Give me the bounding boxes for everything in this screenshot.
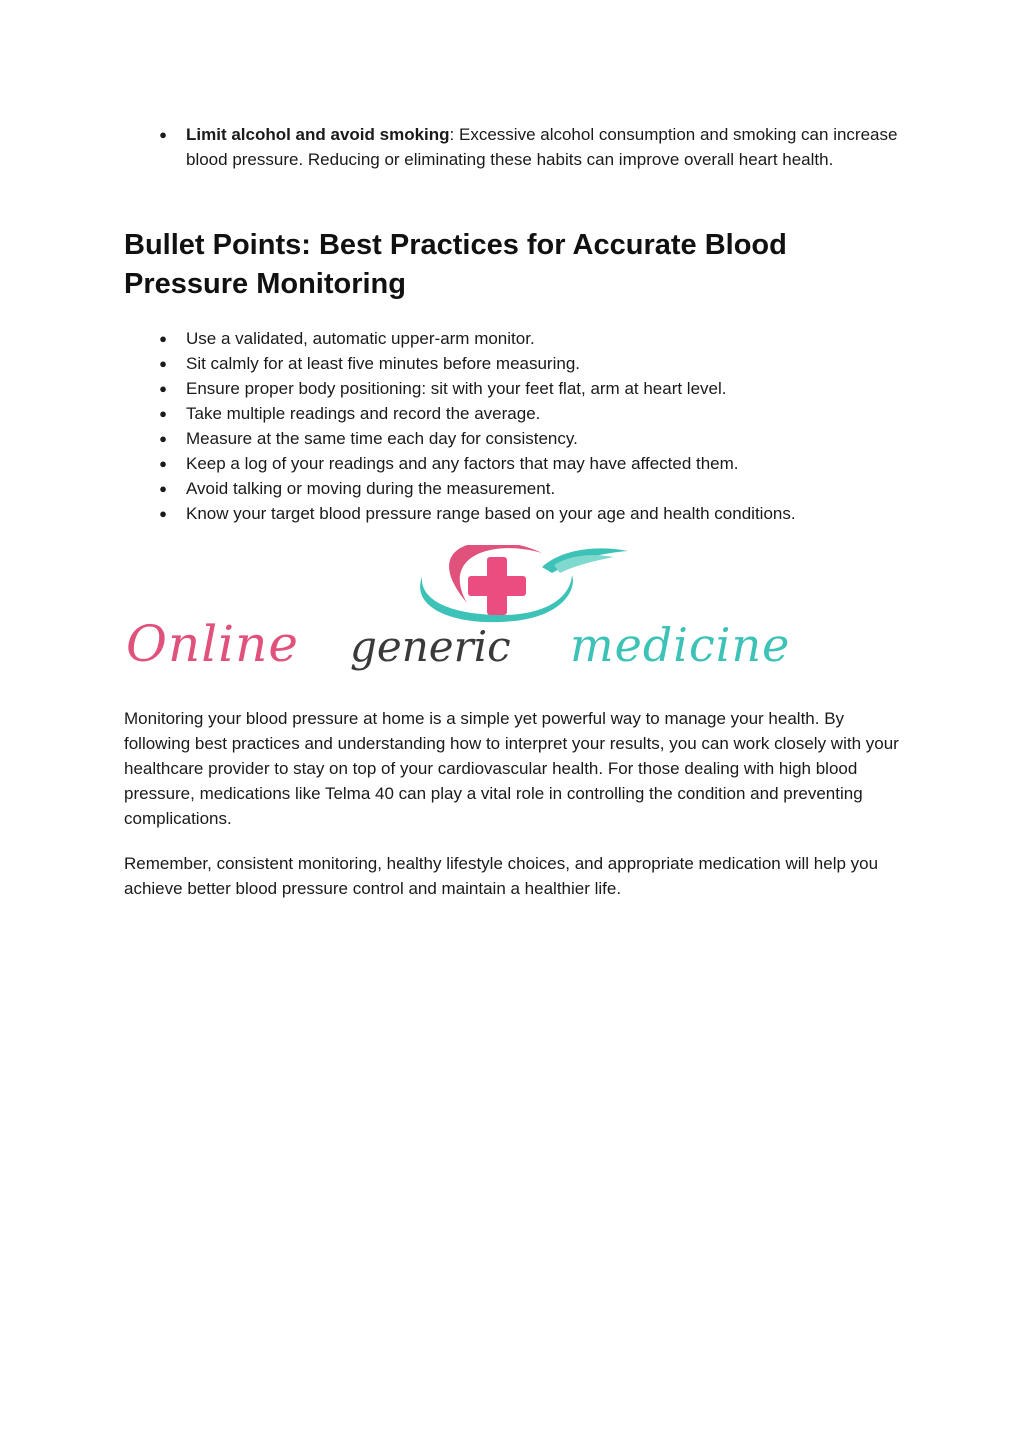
bullet-marker: ●: [159, 481, 167, 496]
list-item: [124, 376, 914, 401]
medical-cross-apple-icon: [420, 545, 628, 622]
bullet-text: Take multiple readings and record the average.: [186, 404, 541, 423]
reminder-paragraph: Remember, consistent monitoring, healthy lifestyle choices, and appropriate medication will help you achieve better blood pressure control and maintain a healthier life.: [124, 854, 879, 898]
lifestyle-bullet-list: [124, 122, 914, 172]
list-item: [124, 426, 914, 451]
bullet-marker: ●: [159, 381, 167, 396]
bullet-text: Sit calmly for at least five minutes before measuring.: [186, 354, 580, 373]
bullet-text: : Excessive alcohol consumption and smoking can increase blood pressure. Reducing or eliminating these habits can improve overall heart health.: [186, 125, 898, 169]
logo-text-generic: generic: [350, 622, 511, 671]
list-item: [124, 326, 914, 351]
list-item: [124, 122, 914, 172]
bullet-text: Keep a log of your readings and any factors that may have affected them.: [186, 454, 739, 473]
bullet-marker: ●: [159, 431, 167, 446]
bullet-marker: ●: [159, 406, 167, 421]
logo-text-online: Online: [126, 615, 299, 673]
bullet-text: Use a validated, automatic upper-arm monitor.: [186, 329, 535, 348]
bullet-marker: ●: [159, 506, 167, 521]
list-item: [124, 351, 914, 376]
bullet-marker: ●: [159, 331, 167, 346]
bullet-text: Avoid talking or moving during the measurement.: [186, 479, 556, 498]
bullet-text: Measure at the same time each day for consistency.: [186, 429, 578, 448]
section-heading: Bullet Points: Best Practices for Accurate Blood Pressure Monitoring: [124, 229, 787, 300]
bullet-text: Ensure proper body positioning: sit with your feet flat, arm at heart level.: [186, 379, 727, 398]
list-item: [124, 401, 914, 426]
bullet-marker: ●: [159, 356, 167, 371]
list-item: [124, 476, 914, 501]
logo-text-medicine: medicine: [570, 618, 791, 672]
online-generic-medicine-logo: [122, 545, 892, 685]
bullet-marker: ●: [159, 127, 167, 142]
best-practices-list: [124, 326, 914, 526]
list-item: [124, 501, 914, 526]
bullet-marker: ●: [159, 456, 167, 471]
bullet-lead: Limit alcohol and avoid smoking: [186, 125, 450, 144]
closing-paragraph: Monitoring your blood pressure at home is a simple yet powerful way to manage your health. By following best practices and understanding how to interpret your results, you can work closely with your healthcare provider to stay on top of your cardiovascular health. For those dealing with high blood pressure, medications like Telma 40 can play a vital role in controlling the condition and preventing complications.: [124, 709, 899, 828]
list-item: [124, 451, 914, 476]
bullet-text: Know your target blood pressure range based on your age and health conditions.: [186, 504, 796, 523]
